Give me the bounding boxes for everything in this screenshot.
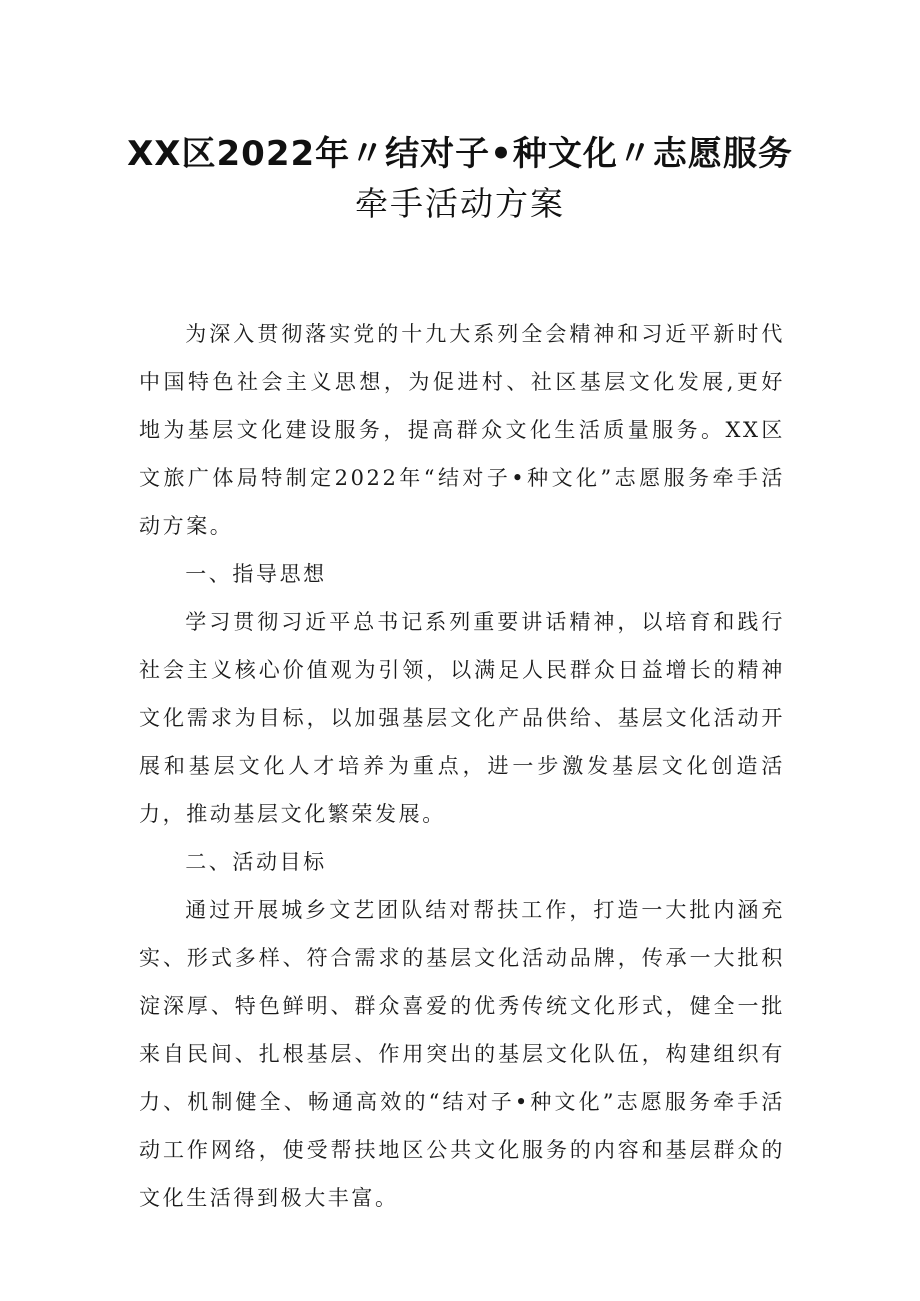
document-body	[139, 310, 785, 1222]
section-heading-guiding-ideology: 一、指导思想	[185, 562, 327, 586]
document-title-line-2: 牵手活动方案	[355, 184, 565, 223]
section-heading-activity-goals: 二、活动目标	[185, 850, 327, 874]
document-title-line-1: XX区2022年〃结对子•种文化〃志愿服务	[127, 134, 793, 174]
guiding-ideology-paragraph: 学习贯彻习近平总书记系列重要讲话精神，以培育和践行社会主义核心价值观为引领，以满足人民群众日益增长的精神文化需求为目标，以加强基层文化产品供给、基层文化活动开展和基层文化人才培养为重点，进一步激发基层文化创造活力，推动基层文化繁荣发展。	[139, 610, 785, 826]
intro-paragraph: 为深入贯彻落实党的十九大系列全会精神和习近平新时代中国特色社会主义思想，为促进村、社区基层文化发展,更好地为基层文化建设服务，提高群众文化生活质量服务。XX区文旅广体局特制定2022年“结对子•种文化”志愿服务牵手活动方案。	[139, 322, 785, 538]
activity-goals-paragraph: 通过开展城乡文艺团队结对帮扶工作，打造一大批内涵充实、形式多样、符合需求的基层文化活动品牌，传承一大批积淀深厚、特色鲜明、群众喜爱的优秀传统文化形式，健全一批来自民间、扎根基层、作用突出的基层文化队伍，构建组织有力、机制健全、畅通高效的“结对子•种文化”志愿服务牵手活动工作网络，使受帮扶地区公共文化服务的内容和基层群众的文化生活得到极大丰富。	[139, 898, 785, 1210]
